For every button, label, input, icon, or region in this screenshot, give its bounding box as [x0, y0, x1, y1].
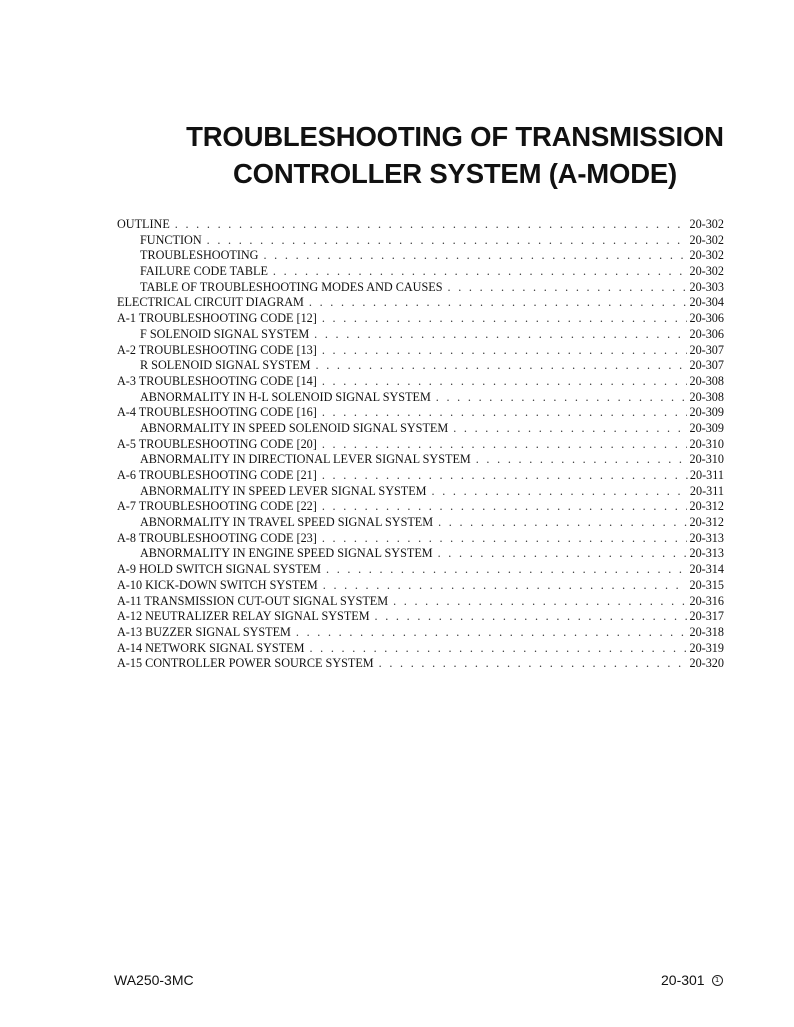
toc-entry-page: 20-310 — [689, 436, 724, 451]
page-title-line-2: CONTROLLER SYSTEM (A-MODE) — [233, 158, 677, 189]
toc-entry — [117, 499, 724, 515]
toc-dot-leader — [207, 233, 688, 249]
toc-entry-title: TROUBLESHOOTING — [140, 248, 259, 263]
toc-entry — [117, 484, 724, 500]
toc-entry — [117, 437, 724, 453]
toc-entry-title: TABLE OF TROUBLESHOOTING MODES AND CAUSES — [140, 279, 443, 294]
toc-entry-page: 20-318 — [689, 624, 724, 639]
toc-entry-title: A-6 TROUBLESHOOTING CODE [21] — [117, 468, 317, 482]
toc-entry-page: 20-309 — [689, 420, 724, 435]
toc-entry — [117, 562, 724, 578]
toc-dot-leader — [323, 578, 688, 594]
toc-entry-title: A-3 TROUBLESHOOTING CODE [14] — [117, 373, 317, 388]
toc-dot-leader — [314, 327, 687, 343]
toc-dot-leader — [476, 452, 688, 468]
toc-entry-page: 20-320 — [689, 656, 724, 671]
toc-dot-leader — [316, 358, 688, 374]
toc-entry-page: 20-313 — [689, 546, 724, 561]
toc-entry-page: 20-319 — [689, 640, 724, 655]
toc-entry-title: A-7 TROUBLESHOOTING CODE [22] — [117, 499, 317, 514]
toc-entry — [117, 374, 724, 390]
toc-entry — [117, 358, 724, 374]
toc-entry-page: 20-311 — [689, 468, 724, 482]
toc-entry-title: A-4 TROUBLESHOOTING CODE [16] — [117, 405, 317, 420]
toc-entry — [117, 390, 724, 406]
toc-dot-leader — [296, 625, 688, 641]
toc-dot-leader — [322, 499, 688, 515]
toc-entry — [117, 217, 724, 233]
toc-entry — [117, 609, 724, 625]
toc-dot-leader — [263, 248, 687, 264]
toc-entry-title: A-11 TRANSMISSION CUT-OUT SIGNAL SYSTEM — [117, 593, 389, 608]
toc-entry-title: FAILURE CODE TABLE — [140, 264, 268, 279]
toc-entry-title: A-12 NEUTRALIZER RELAY SIGNAL SYSTEM — [117, 609, 370, 624]
revision-mark-icon: 1 — [712, 975, 723, 986]
toc-entry — [117, 546, 724, 562]
toc-entry-title: A-13 BUZZER SIGNAL SYSTEM — [117, 624, 291, 639]
footer-model: WA250-3MC — [114, 972, 194, 988]
toc-dot-leader — [322, 311, 688, 327]
toc-entry-page: 20-312 — [689, 499, 724, 514]
toc-entry-page: 20-316 — [689, 593, 724, 608]
toc-entry-title: A-15 CONTROLLER POWER SOURCE SYSTEM — [117, 656, 374, 671]
toc-entry-title: ELECTRICAL CIRCUIT DIAGRAM — [117, 295, 304, 310]
toc-dot-leader — [322, 468, 688, 484]
toc-entry-title: F SOLENOID SIGNAL SYSTEM — [140, 326, 310, 341]
toc-entry-title: ABNORMALITY IN TRAVEL SPEED SIGNAL SYSTEM — [140, 515, 434, 530]
toc-entry — [117, 233, 724, 249]
toc-entry-title: ABNORMALITY IN SPEED LEVER SIGNAL SYSTEM — [140, 483, 427, 498]
table-of-contents — [117, 217, 724, 672]
toc-entry-page: 20-302 — [689, 232, 724, 247]
toc-entry-title: ABNORMALITY IN H-L SOLENOID SIGNAL SYSTEM — [140, 389, 431, 404]
toc-entry — [117, 578, 724, 594]
page-title — [160, 118, 750, 192]
toc-entry-title: A-2 TROUBLESHOOTING CODE [13] — [117, 342, 317, 357]
toc-entry — [117, 327, 724, 343]
toc-dot-leader — [175, 217, 688, 233]
toc-entry-page: 20-306 — [689, 326, 724, 341]
footer-page — [661, 970, 723, 990]
toc-entry-title: OUTLINE — [117, 217, 170, 231]
toc-entry — [117, 280, 724, 296]
toc-dot-leader — [322, 437, 688, 453]
toc-entry — [117, 656, 724, 672]
toc-entry-page: 20-312 — [689, 515, 724, 530]
toc-dot-leader — [448, 280, 688, 296]
toc-entry-title: R SOLENOID SIGNAL SYSTEM — [140, 358, 311, 373]
toc-dot-leader — [309, 295, 688, 311]
toc-entry-title: A-5 TROUBLESHOOTING CODE [20] — [117, 436, 317, 451]
toc-dot-leader — [322, 405, 688, 421]
toc-entry-title: FUNCTION — [140, 232, 202, 247]
toc-entry-page: 20-314 — [689, 562, 724, 577]
toc-entry — [117, 625, 724, 641]
page-title-line-1: TROUBLESHOOTING OF TRANSMISSION — [186, 121, 724, 152]
toc-dot-leader — [322, 531, 688, 547]
toc-entry-page: 20-302 — [689, 217, 724, 231]
toc-dot-leader — [322, 374, 688, 390]
toc-entry-page: 20-315 — [689, 577, 724, 592]
toc-dot-leader — [436, 390, 688, 406]
toc-dot-leader — [393, 594, 687, 610]
toc-entry-page: 20-310 — [689, 452, 724, 467]
toc-entry — [117, 531, 724, 547]
toc-entry-page: 20-302 — [689, 264, 724, 279]
toc-dot-leader — [432, 484, 688, 500]
toc-entry-title: A-14 NETWORK SIGNAL SYSTEM — [117, 640, 305, 655]
toc-entry-page: 20-304 — [689, 295, 724, 310]
toc-entry-page: 20-311 — [689, 483, 724, 498]
toc-entry-page: 20-303 — [689, 279, 724, 294]
toc-dot-leader — [326, 562, 687, 578]
toc-entry — [117, 264, 724, 280]
toc-entry-title: A-9 HOLD SWITCH SIGNAL SYSTEM — [117, 562, 322, 577]
toc-dot-leader — [379, 656, 688, 672]
toc-entry-page: 20-306 — [689, 311, 724, 326]
toc-entry-title: ABNORMALITY IN SPEED SOLENOID SIGNAL SYSTEM — [140, 420, 449, 435]
toc-entry-page: 20-308 — [689, 389, 724, 404]
toc-entry — [117, 421, 724, 437]
toc-dot-leader — [322, 343, 688, 359]
toc-entry — [117, 468, 724, 484]
toc-entry — [117, 641, 724, 657]
toc-entry — [117, 515, 724, 531]
toc-entry-title: ABNORMALITY IN DIRECTIONAL LEVER SIGNAL SYSTEM — [140, 452, 471, 467]
toc-entry — [117, 311, 724, 327]
toc-dot-leader — [453, 421, 687, 437]
toc-entry-title: A-10 KICK-DOWN SWITCH SYSTEM — [117, 577, 318, 592]
toc-entry-page: 20-302 — [689, 248, 724, 263]
toc-dot-leader — [309, 641, 687, 657]
toc-dot-leader — [438, 546, 688, 562]
toc-entry — [117, 594, 724, 610]
toc-entry — [117, 248, 724, 264]
toc-entry — [117, 295, 724, 311]
toc-entry-title: ABNORMALITY IN ENGINE SPEED SIGNAL SYSTEM — [140, 546, 433, 561]
toc-entry — [117, 405, 724, 421]
footer-page-number: 20-301 — [661, 972, 705, 988]
toc-dot-leader — [375, 609, 688, 625]
toc-entry-page: 20-307 — [689, 358, 724, 373]
toc-entry — [117, 452, 724, 468]
toc-entry-title: A-1 TROUBLESHOOTING CODE [12] — [117, 311, 317, 326]
toc-dot-leader — [273, 264, 688, 280]
toc-entry — [117, 343, 724, 359]
toc-entry-page: 20-313 — [689, 530, 724, 545]
toc-entry-page: 20-309 — [689, 405, 724, 420]
toc-entry-page: 20-317 — [689, 609, 724, 624]
toc-dot-leader — [438, 515, 687, 531]
toc-entry-page: 20-308 — [689, 373, 724, 388]
toc-entry-title: A-8 TROUBLESHOOTING CODE [23] — [117, 530, 317, 545]
toc-entry-page: 20-307 — [689, 342, 724, 357]
